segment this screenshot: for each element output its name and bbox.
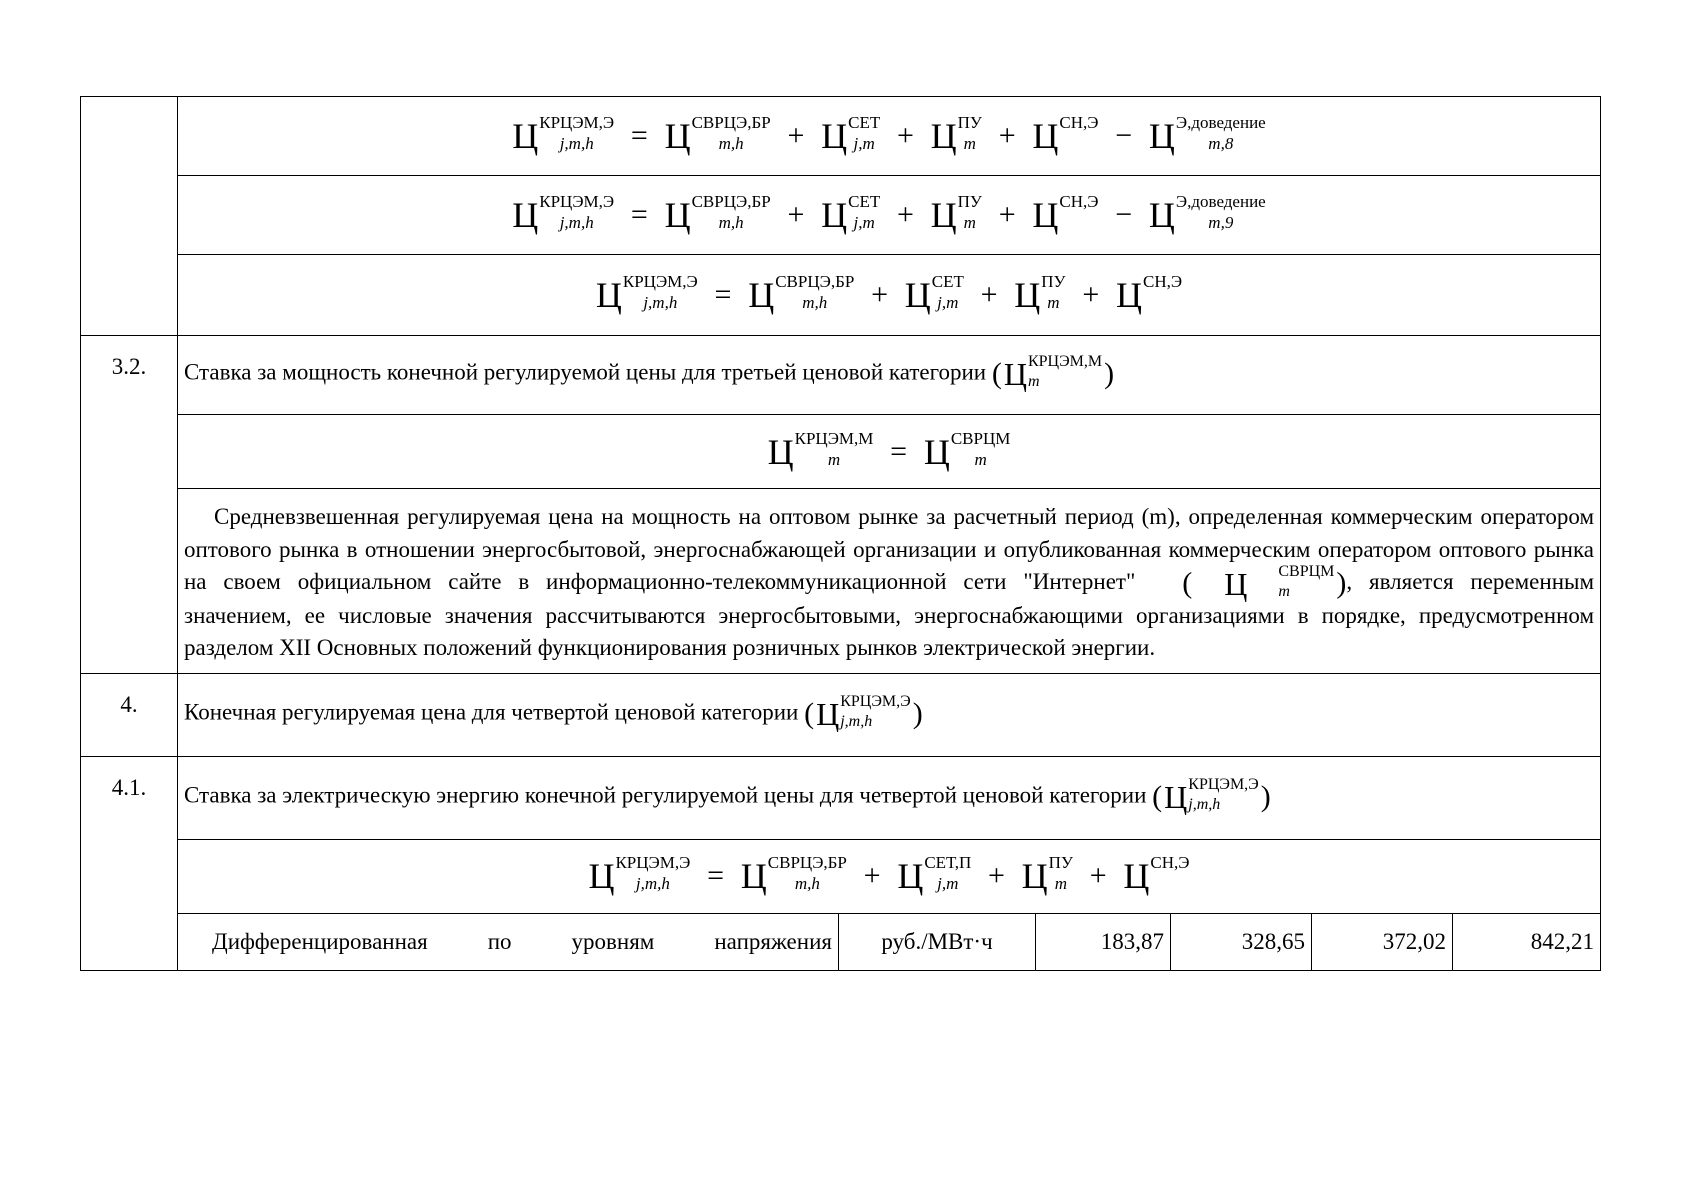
section-3-2-title-row: [81, 336, 1601, 415]
row-number-4: 4.: [81, 673, 178, 756]
formula-krcem-e-4: Ц КРЦЭМ,Э j,m,h = Ц СВРЦЭ,БР m,h + Ц СЕТ,П j,m + Ц ПУ m + Ц СН,Э: [178, 839, 1601, 913]
unit-cell: руб./МВт·ч: [839, 914, 1036, 970]
section-4-1-title: Ставка за электрическую энергию конечной регулируемой цены для четвертой ценовой категории ( Ц КРЦЭМ,Э j,m,h ): [178, 756, 1601, 839]
formula-row-1: [81, 97, 1601, 176]
formula-krcem-e-9: Ц КРЦЭМ,Э j,m,h = Ц СВРЦЭ,БР m,h + Ц СЕТ j,m + Ц ПУ m + Ц СН,Э − Ц Э,доведение m,9: [178, 176, 1601, 255]
data-row: [81, 913, 1601, 970]
row-number-4-1: 4.1.: [81, 756, 178, 970]
formula-krcem-e-basic: Ц КРЦЭМ,Э j,m,h = Ц СВРЦЭ,БР m,h + Ц СЕТ j,m + Ц ПУ m + Ц СН,Э: [178, 255, 1601, 336]
row-number-3-2: 3.2.: [81, 336, 178, 674]
title-text: Ставка за электрическую энергию конечной регулируемой цены для четвертой ценовой категории: [184, 782, 1147, 808]
section-4-1-formula-row: [81, 839, 1601, 913]
document-page: [80, 96, 1601, 971]
title-text: Конечная регулируемая цена для четвертой ценовой категории: [184, 699, 799, 725]
value-cell: 842,21: [1453, 914, 1601, 970]
value-cell: 183,87: [1036, 914, 1171, 970]
title-text: Ставка за мощность конечной регулируемой цены для третьей ценовой категории: [184, 359, 987, 385]
paragraph-part-1: Средневзвешенная регулируемая цена на мощность на оптовом рынке за расчетный период (m), определенная коммерческим оператором оптового рынка в отношении энергосбытовой, энергоснабжающей организации и опубликованная коммерческим оператором оптового рынка на своем официальном сайте в информационно-телекоммуникационной сети "Интернет": [184, 504, 1594, 594]
section-3-2-title: Ставка за мощность конечной регулируемой цены для третьей ценовой категории ( Ц КРЦЭМ,М m ): [178, 336, 1601, 415]
section-4-title: Конечная регулируемая цена для четвертой ценовой категории ( Ц КРЦЭМ,Э j,m,h ): [178, 673, 1601, 756]
row-number-cell: [81, 97, 178, 336]
section-4-row: [81, 673, 1601, 756]
section-3-2-paragraph-row: [81, 489, 1601, 674]
formula-row-3: [81, 255, 1601, 336]
values-table: [178, 914, 1600, 970]
section-3-2-formula-row: [81, 415, 1601, 489]
section-3-2-paragraph: Средневзвешенная регулируемая цена на мощность на оптовом рынке за расчетный период (m), определенная коммерческим оператором оптового рынка в отношении энергосбытовой, энергоснабжающей организации и опубликованная коммерческим оператором оптового рынка на своем официальном сайте в информационно-телекоммуникационной сети "Интернет" ( Ц СВРЦМ m ), является переменным значением, ее числовые значения рассчитываются энергосбытовыми, энергоснабжающими организациями в порядке, предусмотренном разделом XII Основных положений функционирования розничных рынков электрической энергии.: [178, 489, 1601, 674]
data-row-cell: [178, 913, 1601, 970]
row-label: Дифференцированная по уровням напряжения: [212, 928, 832, 954]
formula-krcem-m: Ц КРЦЭМ,М m = Ц СВРЦМ m: [178, 415, 1601, 489]
value-cell: 328,65: [1171, 914, 1312, 970]
formula-row-2: [81, 176, 1601, 255]
paragraph-part-2: , является переменным значением, ее числовые значения рассчитываются энергосбытовыми, энергоснабжающими организациями в порядке, предусмотренном разделом XII Основных положений функционирования розничных рынков электрической энергии.: [184, 569, 1595, 661]
tariff-table: [80, 96, 1601, 971]
section-4-1-title-row: [81, 756, 1601, 839]
value-cell: 372,02: [1312, 914, 1453, 970]
formula-krcem-e-8: Ц КРЦЭМ,Э j,m,h = Ц СВРЦЭ,БР m,h + Ц СЕТ j,m + Ц ПУ m + Ц СН,Э − Ц Э,доведение m,8: [178, 97, 1601, 176]
